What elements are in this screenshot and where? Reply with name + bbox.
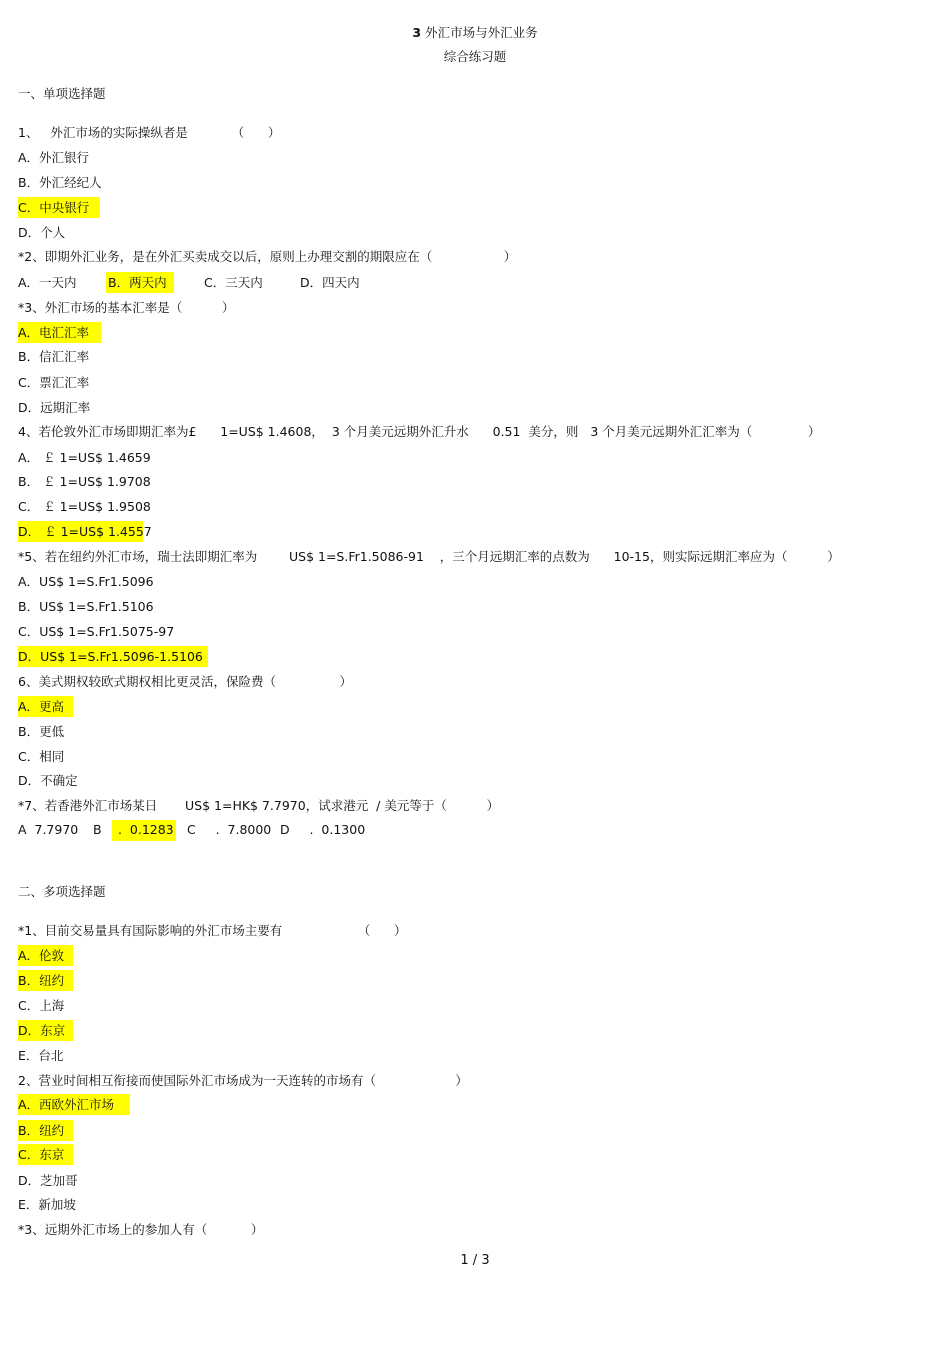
option-q7-c: C . 7.8000 — [187, 822, 272, 837]
option-q5-a: A．US$ 1=S.Fr1.5096 — [18, 574, 154, 589]
option-q5-c: C．US$ 1=S.Fr1.5075-97 — [18, 624, 175, 639]
question-3: *3、外汇市场的基本汇率是（ ） — [18, 300, 235, 315]
option-q3-d: D．远期汇率 — [18, 400, 91, 415]
option-q2-b: B．两天内 — [108, 275, 167, 290]
option-m2-d: D．芝加哥 — [18, 1173, 78, 1188]
document-title — [0, 25, 950, 41]
option-q4-b: B． ￡ 1=US$ 1.9708 — [18, 474, 151, 489]
title-number: 3 — [412, 25, 422, 40]
option-m1-b: B．纽约 — [18, 973, 65, 988]
option-q3-c: C．票汇汇率 — [18, 375, 90, 390]
option-q7-a: A 7.7970 — [18, 822, 79, 837]
question-7: *7、若香港外汇市场某日 US$ 1=HK$ 7.7970，试求港元 / 美元等于（ ） — [18, 798, 500, 813]
option-m1-e: E．台北 — [18, 1048, 64, 1063]
option-m2-c: C．东京 — [18, 1147, 65, 1162]
option-q1-d: D．个人 — [18, 225, 66, 240]
multi-question-1: *1、目前交易量具有国际影响的外汇市场主要有 （ ） — [18, 923, 407, 938]
option-q1-c: C．中央银行 — [18, 200, 90, 215]
question-6: 6、美式期权较欧式期权相比更灵活，保险费（ ） — [18, 674, 353, 689]
option-q3-b: B．信汇汇率 — [18, 349, 90, 364]
option-q6-c: C．相同 — [18, 749, 65, 764]
option-m1-d: D．东京 — [18, 1023, 66, 1038]
option-m2-a: A．西欧外汇市场 — [18, 1097, 115, 1112]
option-q6-d: D．不确定 — [18, 773, 78, 788]
option-q2-d: D．四天内 — [300, 275, 360, 290]
option-m1-a: A．伦敦 — [18, 948, 65, 963]
option-q2-a: A．一天内 — [18, 275, 77, 290]
option-q1-a: A．外汇银行 — [18, 150, 90, 165]
option-q5-b: B．US$ 1=S.Fr1.5106 — [18, 599, 154, 614]
option-q6-a: A．更高 — [18, 699, 65, 714]
option-q2-c: C．三天内 — [204, 275, 263, 290]
option-q4-c: C． ￡ 1=US$ 1.9508 — [18, 499, 151, 514]
multi-question-2: 2、营业时间相互衔接而使国际外汇市场成为一天连转的市场有（ ） — [18, 1073, 468, 1088]
section-heading-single-choice: 一、单项选择题 — [18, 86, 106, 101]
section-heading-multiple-choice: 二、多项选择题 — [18, 884, 106, 899]
question-5: *5、若在纽约外汇市场，瑞士法即期汇率为 US$ 1=S.Fr1.5086-91 ，三个月远期汇率的点数为 10-15，则实际远期汇率应为（ ） — [18, 549, 840, 564]
option-m2-e: E．新加坡 — [18, 1197, 76, 1212]
option-q4-d: D． ￡ 1=US$ 1.4557 — [18, 524, 152, 539]
title-text: 外汇市场与外汇业务 — [425, 25, 538, 40]
option-q6-b: B．更低 — [18, 724, 65, 739]
option-q1-b: B．外汇经纪人 — [18, 175, 102, 190]
option-m2-b: B．纽约 — [18, 1123, 65, 1138]
document-subtitle: 综合练习题 — [443, 49, 507, 64]
option-q7-d: D . 0.1300 — [280, 822, 366, 837]
page-number: 1 / 3 — [460, 1253, 490, 1268]
option-q5-d: D．US$ 1=S.Fr1.5096-1.5106 — [18, 649, 203, 664]
option-q7-b: . 0.1283 — [114, 822, 174, 837]
question-1: 1、 外汇市场的实际操纵者是 （ ） — [18, 125, 281, 140]
multi-question-3: *3、远期外汇市场上的参加人有（ ） — [18, 1222, 264, 1237]
option-q7-b-letter: B — [93, 822, 102, 837]
option-m1-c: C．上海 — [18, 998, 65, 1013]
question-4: 4、若伦敦外汇市场即期汇率为£ 1=US$ 1.4608， 3 个月美元远期外汇升水 0.51 美分，则 3 个月美元远期外汇汇率为（ ） — [18, 424, 821, 439]
question-2: *2、即期外汇业务，是在外汇买卖成交以后，原则上办理交割的期限应在（ ） — [18, 249, 517, 264]
option-q3-a: A．电汇汇率 — [18, 325, 90, 340]
option-q4-a: A． ￡ 1=US$ 1.4659 — [18, 450, 151, 465]
